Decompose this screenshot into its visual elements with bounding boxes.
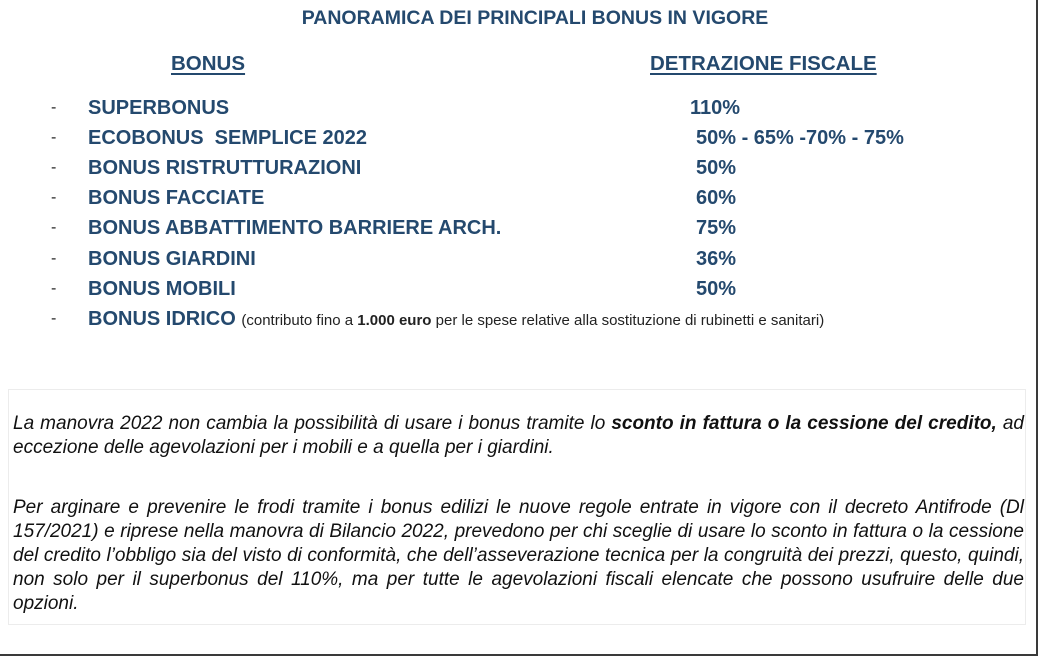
bonus-row xyxy=(0,246,1036,276)
paragraph-antifrode: Per arginare e prevenire le frodi tramite i bonus edilizi le nuove regole entrate in vigore con il decreto Antifrode (Dl 157/2021) e riprese nella manovra di Bilancio 2022, prevedono per chi sceglie di usare lo sconto in fattura o la cessione del credito l’obbligo sia del visto di conformità, che dell’asseverazione tecnica per la congruità dei prezzi, questo, quindi, non solo per il superbonus del 110%, ma per tutte le agevolazioni fiscali elencate che possono usufruire delle due opzioni. xyxy=(13,497,1024,614)
bullet-dash: - xyxy=(51,129,57,146)
bonus-name: SUPERBONUS xyxy=(88,97,230,119)
bullet-dash: - xyxy=(51,189,57,206)
bullet-dash: - xyxy=(51,310,57,327)
paragraph-text: ad eccezione delle agevolazioni per i mobili e a quella per i giardini. xyxy=(13,413,1024,458)
bonus-value: 60% xyxy=(696,187,737,209)
bonus-row xyxy=(0,276,1036,306)
bonus-name: BONUS FACCIATE xyxy=(88,187,265,209)
note-text: (contributo fino a xyxy=(241,312,358,329)
bullet-dash: - xyxy=(51,159,57,176)
bonus-name: BONUS IDRICO xyxy=(88,308,236,330)
note-amount: 1.000 euro xyxy=(357,312,432,329)
bonus-row xyxy=(0,215,1036,245)
bullet-dash: - xyxy=(51,219,57,236)
bonus-name: BONUS GIARDINI xyxy=(88,248,256,270)
paragraph-bold-text: sconto in fattura o la cessione del credito, xyxy=(611,413,997,434)
bonus-value: 50% - 65% -70% - 75% xyxy=(696,127,904,149)
column-header-bonus: BONUS xyxy=(171,52,246,75)
bonus-value: 110% xyxy=(690,97,741,119)
bonus-row xyxy=(0,125,1036,155)
bonus-name: ECOBONUS SEMPLICE 2022 xyxy=(88,127,367,149)
page-title: PANORAMICA DEI PRINCIPALI BONUS IN VIGORE xyxy=(301,7,769,29)
bonus-row xyxy=(0,95,1036,125)
bonus-value: 50% xyxy=(696,278,737,300)
bonus-row xyxy=(0,185,1036,215)
bonus-name: BONUS ABBATTIMENTO BARRIERE ARCH. xyxy=(88,217,502,239)
paragraph-text: La manovra 2022 non cambia la possibilità di usare i bonus tramite lo xyxy=(13,413,612,434)
column-header-detrazione: DETRAZIONE FISCALE xyxy=(650,52,877,75)
note-text: per le spese relative alla sostituzione di rubinetti e sanitari) xyxy=(431,312,825,329)
bonus-value: 75% xyxy=(696,217,737,239)
bullet-dash: - xyxy=(51,99,57,116)
bonus-name-with-note xyxy=(88,308,824,331)
bonus-value: 50% xyxy=(696,157,737,179)
bonus-name: BONUS RISTRUTTURAZIONI xyxy=(88,157,362,179)
bonus-name: BONUS MOBILI xyxy=(88,278,236,300)
paragraph-manovra xyxy=(13,412,1024,460)
bullet-dash: - xyxy=(51,280,57,297)
bonus-note xyxy=(241,312,824,329)
bonus-row xyxy=(0,306,1036,336)
bullet-dash: - xyxy=(51,250,57,267)
bonus-value: 36% xyxy=(696,248,737,270)
bonus-row xyxy=(0,155,1036,185)
